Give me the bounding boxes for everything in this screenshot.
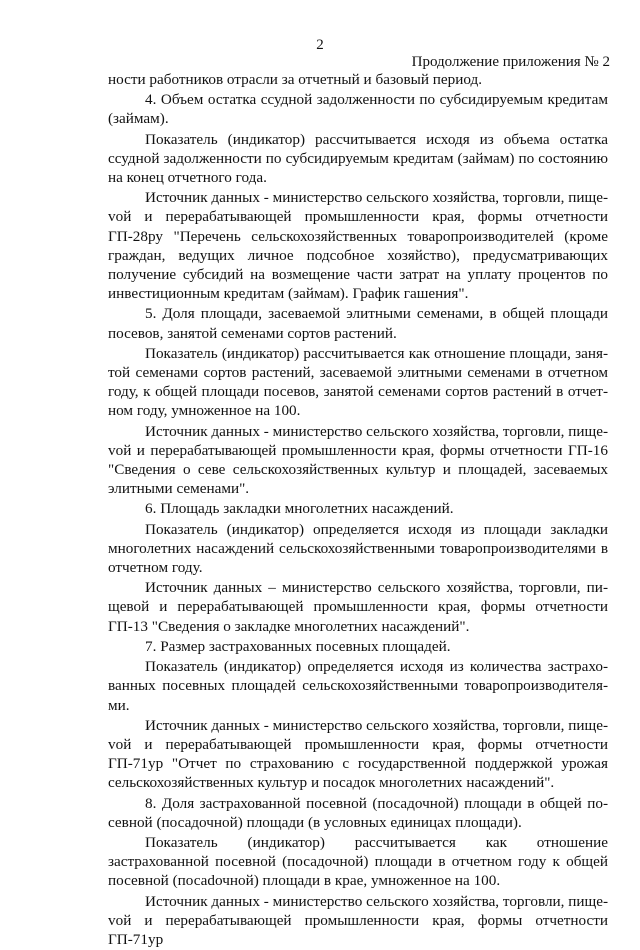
paragraph-continuation: ности работников отрасли за отчетный и базовый период. (108, 71, 483, 88)
indicator-8-source: Источник данных - министерство сельского хозяйства, торговли, пищеvой и перерабатывающей промышленности края, формы отчетности ГП-71ур (108, 892, 608, 948)
indicator-8-method: Показатель (индикатор) рассчитывается как отношение застрахованной посевной (посадочной) площади в отчетном году к общей посевной (посаdочной) площади в крае, умноженное на 100. (108, 833, 608, 890)
indicator-6-method: Показатель (индикатор) определяется исходя из площади закладки многолетних насаждений сельскохозяйственными товаропроизводителями в отчетном году. (108, 520, 608, 577)
indicator-6-source: Источник данных – министерство сельского хозяйства, торговли, пищевой и перерабатывающей промышленности края, формы отчетности ГП-13 "Сведения о закладке многолетних насаждений". (108, 579, 608, 635)
indicator-6-heading: 6. Площадь закладки многолетних насаждений. (145, 500, 454, 518)
indicator-7-source: Источник данных - министерство сельского хозяйства, торговли, пищеvой и перерабатывающей промышленности края, формы отчетности ГП-71ур "Отчет по страхованию с государственной поддержкой урожая сельскохозяйственных культур и посадок многолетних насаждений". (108, 716, 608, 792)
indicator-4-source: Источник данных - министерство сельского хозяйства, торговли, пищеvой и перерабатывающей промышленности края, формы отчетности ГП-28ру "Перечень сельскохозяйственных товаропроизводителей (кроме граждан, ведущих личное подсобное хозяйство), предусматривающих получение субсидий на возмещение части затрат на уплату процентов по инвестиционным кредитам (займам). График гашения". (108, 189, 608, 303)
indicator-5-source: Источник данных - министерство сельского хозяйства, торговли, пищеvой и перерабатывающей промышленности края, формы отчетности ГП-16 "Сведения о севе сельскохозяйственных культур и площадей, засеваемых элитными семенами". (108, 422, 608, 498)
indicator-5-heading: 5. Доля площади, засеваемой элитными семенами, в общей площади посевов, занятой семенами сортов растений. (108, 305, 608, 342)
indicator-5-method: Показатель (индикатор) рассчитывается как отношение площади, занятой семенами сортов растений, засеваемой элитными семенами в отчетном году, к общей площади посевов, занятой семенами сортов растений в отчетном году, умноженное на 100. (108, 344, 608, 420)
indicator-7-method: Показатель (индикатор) определяется исходя из количества застрахованных посевных площадей сельскохозяйственными товаропроизводителями. (108, 658, 608, 714)
document-body (108, 70, 608, 950)
indicator-8-heading: 8. Доля застрахованной посевной (посадочной) площади в общей посевной (посадочной) площади (в условных единицах площади). (108, 794, 608, 831)
indicator-4-method: Показатель (индикатор) рассчитывается исходя из объема остатка ссудной задолженности по субсидируемым кредитам (займам) по состоянию на конец отчетного года. (108, 130, 608, 187)
appendix-continuation-note: Продолжение приложения № 2 (411, 54, 610, 70)
indicator-4-heading: 4. Объем остатка ссудной задолженности по субсидируемым кредитам (займам). (108, 91, 608, 128)
indicator-7-heading: 7. Размер застрахованных посевных площадей. (145, 637, 451, 655)
page-number: 2 (316, 37, 324, 53)
